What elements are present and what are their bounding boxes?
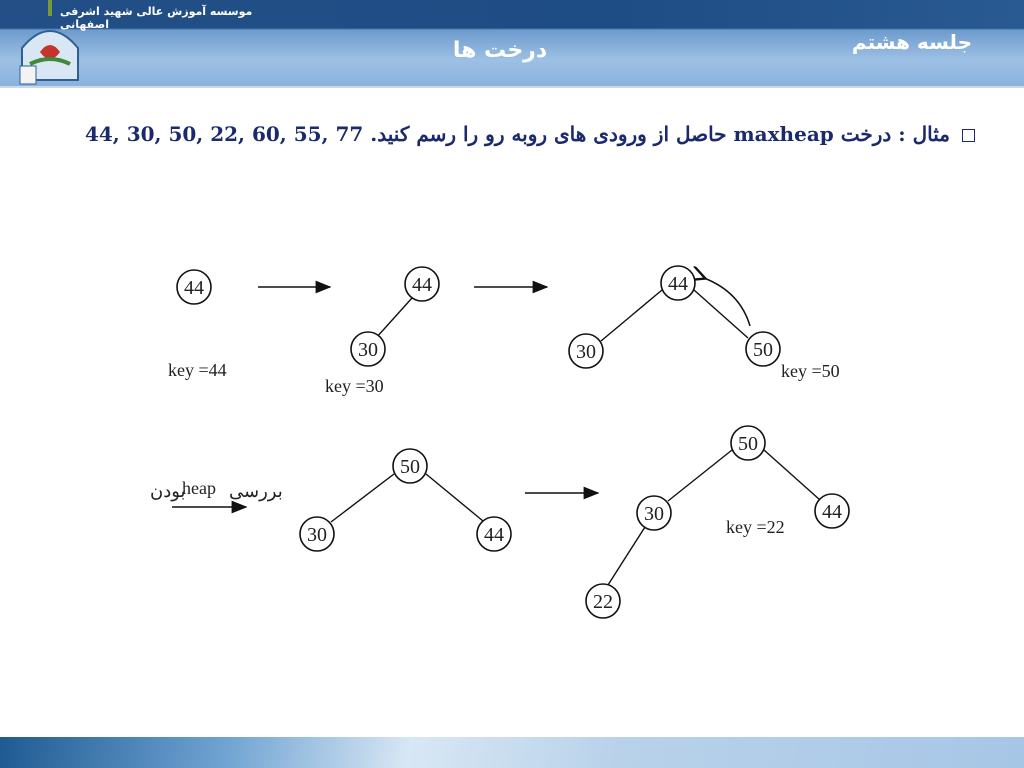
key-label: key =50 — [781, 361, 840, 381]
svg-text:44: 44 — [668, 273, 688, 295]
tree-edge — [426, 474, 483, 521]
tree-edge — [601, 290, 662, 341]
tree-node — [477, 517, 511, 551]
svg-text:30: 30 — [644, 503, 664, 525]
svg-text:44: 44 — [822, 501, 842, 523]
tree-edge — [668, 450, 732, 501]
tree-node — [586, 584, 620, 618]
tree-edge — [331, 474, 394, 522]
question-prefix: مثال : درخت — [833, 122, 950, 146]
slide-footer — [0, 737, 1024, 768]
key-label: key =44 — [168, 360, 227, 380]
svg-text:44: 44 — [184, 277, 204, 299]
question-term: maxheap — [733, 122, 834, 146]
svg-text:44: 44 — [484, 524, 504, 546]
svg-text:44: 44 — [412, 274, 432, 296]
tree-node — [815, 494, 849, 528]
tree-edge — [764, 450, 820, 500]
tree-node — [177, 270, 211, 304]
tree-node — [569, 334, 603, 368]
step-5 — [586, 426, 849, 618]
key-label: key =30 — [325, 376, 384, 396]
key-label: key =22 — [726, 517, 785, 537]
tree-edge — [694, 290, 748, 338]
tree-node — [405, 267, 439, 301]
session-label: جلسه هشتم — [851, 30, 972, 54]
step-4 — [300, 449, 511, 551]
tree-node — [637, 496, 671, 530]
tree-edge — [608, 527, 645, 585]
tree-node — [746, 332, 780, 366]
institute-name: موسسه آموزش عالی شهید اشرفی اصفهانی — [60, 5, 253, 31]
question-numbers: 44, 30, 50, 22, 60, 55, 77 — [84, 122, 364, 146]
svg-text:30: 30 — [576, 341, 596, 363]
tree-node — [300, 517, 334, 551]
svg-text:50: 50 — [738, 433, 758, 455]
svg-text:22: 22 — [593, 591, 613, 613]
slide-title: درخت ها — [452, 38, 548, 63]
arrow-label-fa: بررسی — [229, 481, 283, 501]
tree-node — [731, 426, 765, 460]
arrow-label-fa2: بودن — [150, 481, 186, 501]
svg-text:50: 50 — [400, 456, 420, 478]
heap-check-arrow — [150, 478, 283, 507]
svg-text:30: 30 — [358, 339, 378, 361]
svg-text:50: 50 — [753, 339, 773, 361]
question-body: حاصل از ورودی های روبه رو را رسم کنید. — [370, 122, 734, 146]
tree-node — [351, 332, 385, 366]
step-3 — [569, 266, 840, 381]
tree-node — [661, 266, 695, 300]
tree-edge — [376, 298, 412, 338]
step-1 — [168, 270, 227, 380]
arrow-label-en: heap — [182, 478, 216, 498]
tree-node — [393, 449, 427, 483]
step-2 — [325, 267, 439, 396]
svg-text:30: 30 — [307, 524, 327, 546]
